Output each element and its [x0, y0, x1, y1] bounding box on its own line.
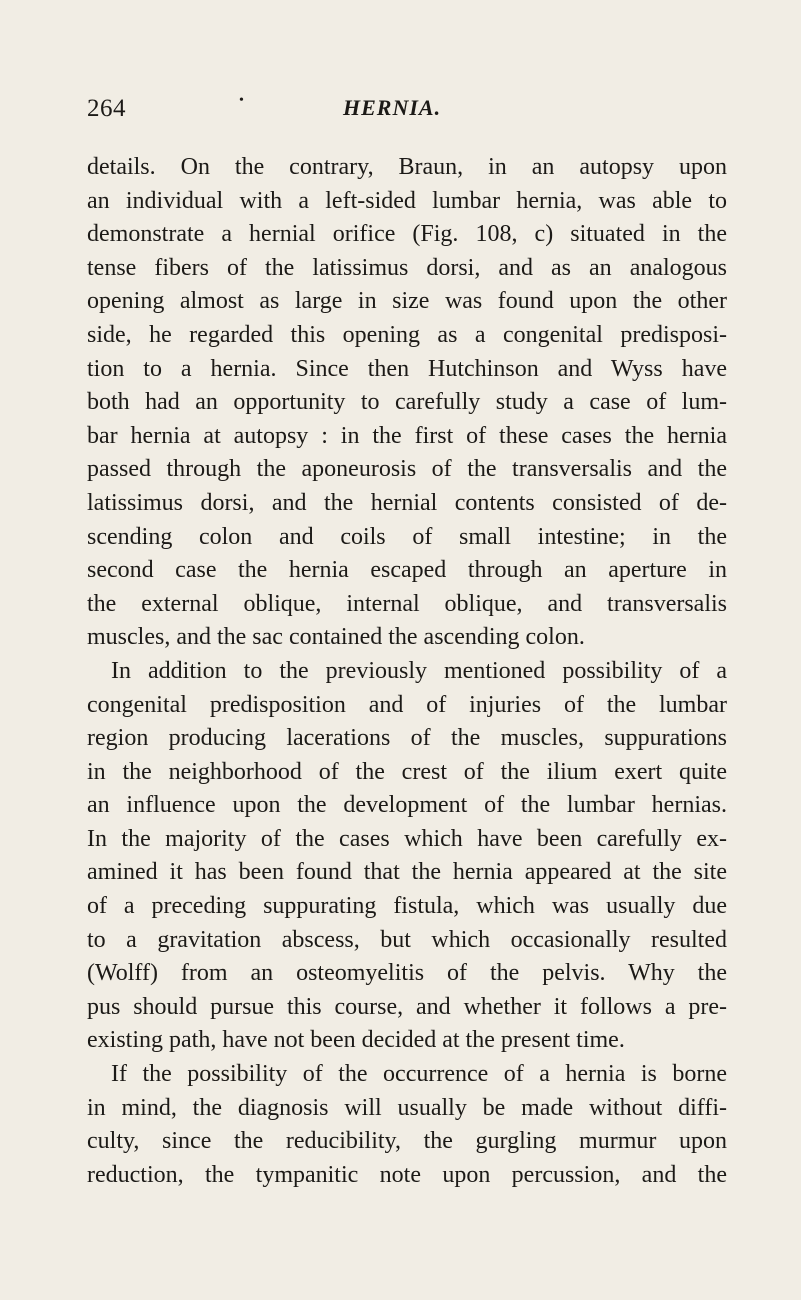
text-line: to a gravitation abscess, but which occasionally resulted: [87, 926, 727, 953]
text-line: latissimus dorsi, and the hernial contents consisted of de-: [87, 489, 727, 516]
body-text: [87, 151, 727, 1192]
text-line: an influence upon the development of the lumbar hernias.: [87, 792, 727, 819]
header-ornament: •: [239, 93, 244, 108]
text-line: culty, since the reducibility, the gurgling murmur upon: [87, 1128, 727, 1155]
text-line: bar hernia at autopsy : in the first of these cases the hernia: [87, 422, 727, 449]
text-line: muscles, and the sac contained the ascending colon.: [87, 624, 585, 651]
running-title: HERNIA.: [343, 95, 442, 120]
text-line: amined it has been found that the hernia appeared at the site: [87, 859, 727, 886]
text-line: tion to a hernia. Since then Hutchinson and Wyss have: [87, 355, 727, 382]
text-line: in the neighborhood of the crest of the ilium exert quite: [87, 758, 727, 785]
text-line: opening almost as large in size was found upon the other: [87, 288, 727, 315]
text-line: in mind, the diagnosis will usually be made without diffi-: [87, 1094, 727, 1121]
page-header: [87, 95, 727, 125]
text-line: In the majority of the cases which have been carefully ex-: [87, 825, 727, 852]
text-line: demonstrate a hernial orifice (Fig. 108, c) situated in the: [87, 221, 727, 248]
text-line: scending colon and coils of small intestine; in the: [87, 523, 727, 550]
text-line: the external oblique, internal oblique, and transversalis: [87, 590, 727, 617]
text-line: (Wolff) from an osteomyelitis of the pelvis. Why the: [87, 960, 727, 987]
text-line: In addition to the previously mentioned possibility of a: [111, 657, 727, 684]
text-line: pus should pursue this course, and whether it follows a pre-: [87, 993, 727, 1020]
text-line: region producing lacerations of the muscles, suppurations: [87, 725, 727, 752]
text-line: If the possibility of the occurrence of a hernia is borne: [111, 1061, 727, 1088]
text-line: reduction, the tympanitic note upon percussion, and the: [87, 1161, 727, 1188]
text-line: second case the hernia escaped through an aperture in: [87, 557, 727, 584]
text-line: both had an opportunity to carefully study a case of lum-: [87, 389, 727, 416]
text-line: details. On the contrary, Braun, in an autopsy upon: [87, 154, 727, 180]
text-line: of a preceding suppurating fistula, which was usually due: [87, 893, 727, 920]
page-number: 264: [87, 95, 126, 122]
text-line: passed through the aponeurosis of the transversalis and the: [87, 456, 727, 483]
text-line: side, he regarded this opening as a congenital predisposi-: [87, 321, 727, 348]
text-line: tense fibers of the latissimus dorsi, and as an analogous: [87, 254, 727, 281]
text-line: an individual with a left-sided lumbar hernia, was able to: [87, 187, 727, 214]
text-line: existing path, have not been decided at the present time.: [87, 1027, 625, 1054]
text-line: congenital predisposition and of injuries of the lumbar: [87, 691, 727, 718]
